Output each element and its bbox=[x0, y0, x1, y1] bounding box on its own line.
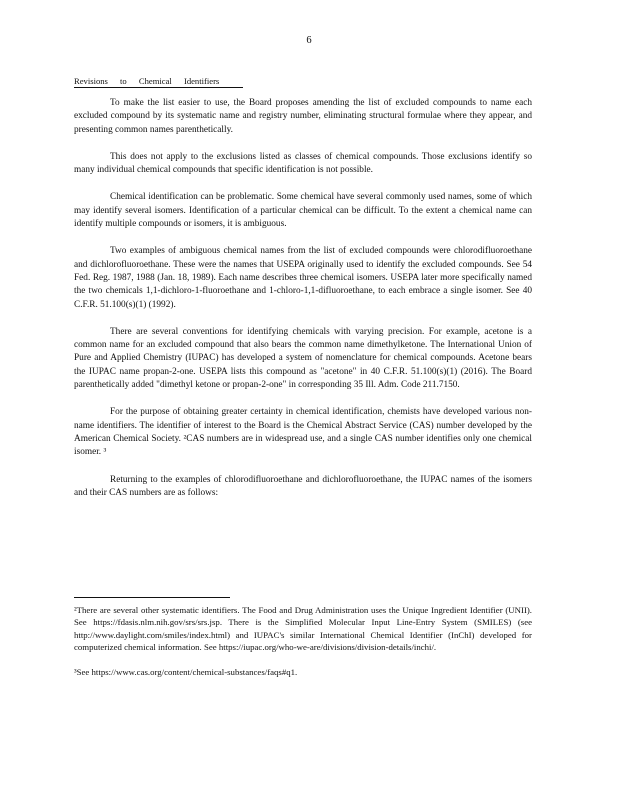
footnotes bbox=[74, 604, 532, 691]
paragraph: Two examples of ambiguous chemical names from the list of excluded compounds were chlorodifluoroethane and dichlorofluoroethane. These were the names that USEPA originally used to identify the excluded compounds. See 54 Fed. Reg. 1987, 1988 (Jan. 18, 1989). Each name describes three chemical isomers. USEPA later more specifically named the two chemicals 1,1-dichloro-1-fluoroethane and 1-chloro-1,1-difluoroethane, to each embrace a single isomer. See 40 C.F.R. 51.100(s)(1) (1992). bbox=[74, 246, 532, 310]
paragraph: Returning to the examples of chlorodifluoroethane and dichlorofluoroethane, the IUPAC names of the isomers and their CAS numbers are as follows: bbox=[74, 474, 532, 498]
paragraph: There are several conventions for identifying chemicals with varying precision. For example, acetone is a common name for an excluded compound that also bears the common name dimethylketone. The International Union of Pure and Applied Chemistry (IUPAC) has developed a system of nomenclature for chemical compounds. Acetone bears the IUPAC name propan-2-one. USEPA lists this compound as "acetone" in 40 C.F.R. 51.100(s)(1) (2016). The Board parenthetically added "dimethyl ketone or propan-2-one" in corresponding 35 Ill. Adm. Code 211.7150. bbox=[74, 326, 532, 391]
section-heading: Revisions to Chemical Identifiers bbox=[74, 76, 243, 88]
footnote-divider bbox=[74, 597, 230, 598]
paragraph: For the purpose of obtaining greater certainty in chemical identification, chemists have developed various non-name identifiers. The identifier of interest to the Board is the Chemical Abstract Service (CAS) number developed by the American Chemical Society. ²CAS numbers are in widespread use, and a single CAS number identifies only one chemical isomer. ³ bbox=[74, 407, 532, 458]
footnote: ³See https://www.cas.org/content/chemical-substances/faqs#q1. bbox=[74, 667, 298, 678]
paragraph: This does not apply to the exclusions listed as classes of chemical compounds. Those exclusions identify so many individual chemical compounds that specific identification is not possible. bbox=[74, 151, 532, 176]
footnote: ²There are several other systematic identifiers. The Food and Drug Administration uses the Unique Ingredient Identifier (UNII). See https://fdasis.nlm.nih.gov/srs/srs.jsp. There is the Simplified Molecular Input Line-Entry System (SMILES) (see http://www.daylight.com/smiles/index.html) and IUPAC's similar International Chemical Identifier (InChI) developed for computerized chemical information. See https://iupac.org/who-we-are/divisions/division-details/inchi/. bbox=[74, 605, 532, 652]
page-number: 6 bbox=[306, 35, 312, 46]
body-text bbox=[74, 97, 532, 514]
paragraph: To make the list easier to use, the Board proposes amending the list of excluded compounds to name each excluded compound by its systematic name and registry number, eliminating structural formulae where they appear, and presenting common names parenthetically. bbox=[74, 98, 532, 135]
paragraph: Chemical identification can be problematic. Some chemical have several commonly used names, some of which may identify several isomers. Identification of a particular chemical can be difficult. To the extent a chemical name can identify multiple compounds or isomers, it is ambiguous. bbox=[74, 192, 532, 230]
